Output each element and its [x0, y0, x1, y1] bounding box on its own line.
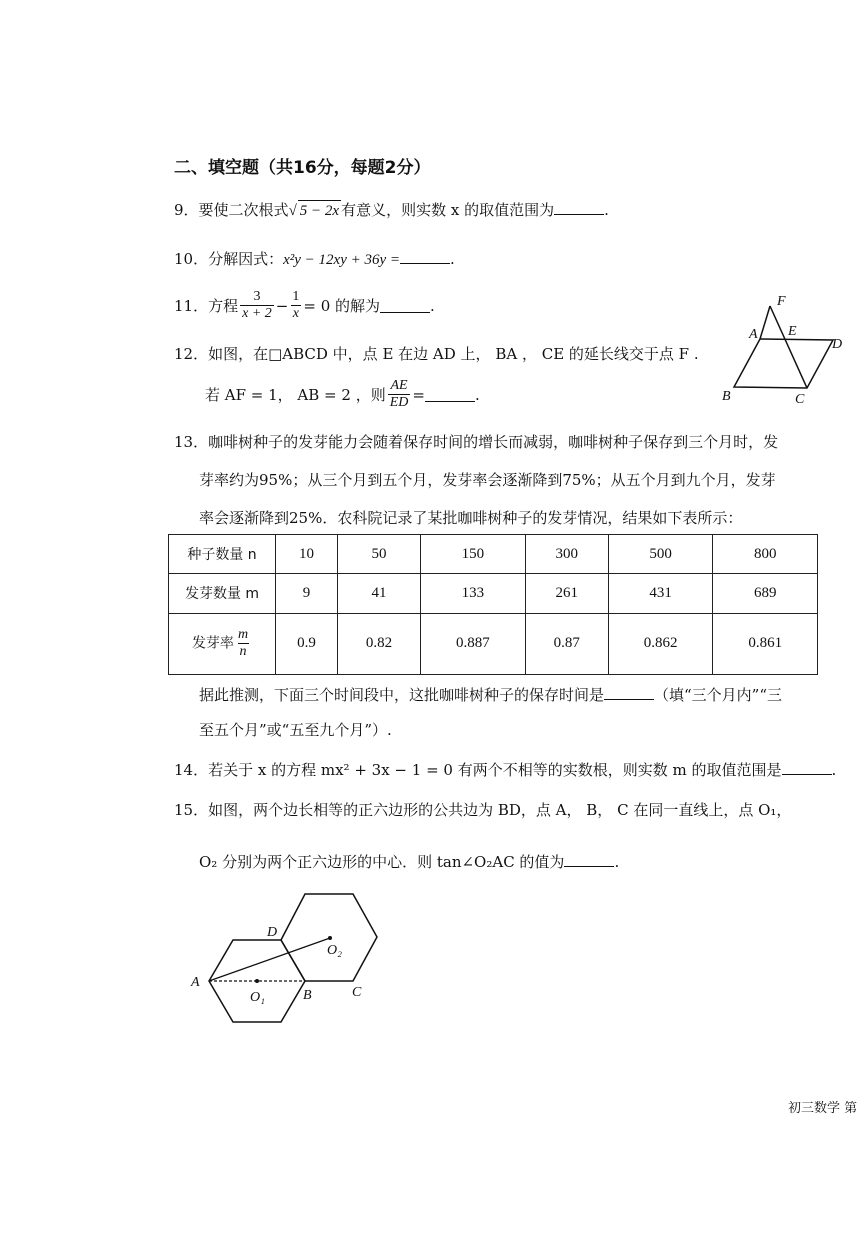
hexagons-figure [185, 880, 395, 1040]
table-cell: 0.82 [337, 613, 420, 674]
row-label-germination-rate: 发芽率 $\frac{m}{n}$ [169, 613, 276, 674]
q13-number: 13． [174, 433, 209, 451]
label-d: D [267, 925, 278, 940]
table-cell: 300 [525, 535, 608, 574]
label-b: B [303, 988, 312, 1003]
table-cell: 0.861 [713, 613, 818, 674]
q9-text-post: 有意义，则实数 x 的取值范围为 [341, 201, 555, 219]
q15-answer-blank[interactable] [564, 852, 614, 867]
q10-answer-blank[interactable] [400, 249, 450, 264]
table-cell: 500 [608, 535, 713, 574]
table-cell: 150 [421, 535, 526, 574]
q11-fraction-1: $\frac{3}{x + 2}$ [242, 289, 272, 321]
question-10: 10．分解因式：x²y − 12xy + 36y = . [174, 250, 455, 268]
rate-fraction: $\frac{m}{n}$ [237, 627, 249, 660]
table-cell: 431 [608, 574, 713, 613]
line-fc [770, 306, 807, 388]
table-cell: 0.887 [421, 613, 526, 674]
q9-number: 9． [174, 201, 199, 219]
label-o2: O₂ [327, 943, 342, 958]
question-13-after2: 至五个月”或“五至九个月”）. [199, 721, 392, 739]
question-12-line2: 若 AF = 1， AB = 2 ，则 $\frac{AE}{ED}$ = . [205, 378, 480, 410]
q11-text-pre: 方程 [208, 296, 239, 315]
label-o1: O₁ [250, 990, 265, 1005]
row-label-seed-count: 种子数量 n [169, 535, 276, 574]
question-13-line2: 芽率约为95%；从三个月到五个月，发芽率会逐渐降到75%；从五个月到九个月，发芽 [199, 471, 776, 489]
table-row [169, 535, 818, 574]
q15-number: 15． [174, 801, 209, 819]
question-15-line2: O₂ 分别为两个正六边形的中心．则 tan∠O₂AC 的值为 . [199, 853, 620, 871]
question-13-line3: 率会逐渐降到25%．农科院记录了某批咖啡树种子的发芽情况，结果如下表所示： [199, 509, 743, 527]
question-12-line1: 12．如图，在□ABCD 中，点 E 在边 AD 上， BA ， CE 的延长线交于点 F . [174, 345, 699, 363]
germination-table [168, 534, 818, 675]
q10-expression: x²y − 12xy + 36y = [283, 252, 401, 268]
question-11: 11． 方程 $\frac{3}{x + 2}$ − $\frac{1}{x}$ = 0 的解为 . [174, 289, 435, 321]
point-o1 [255, 979, 259, 983]
q9-answer-blank[interactable] [554, 200, 604, 215]
q10-text-pre: 分解因式： [208, 250, 284, 268]
table-cell: 0.87 [525, 613, 608, 674]
table-cell: 10 [276, 535, 338, 574]
q9-radicand: 5 − 2x [298, 200, 341, 221]
table-cell: 261 [525, 574, 608, 613]
q11-number: 11． [174, 296, 209, 315]
q11-text-eq: = 0 的解为 [303, 296, 381, 315]
label-e: E [788, 324, 797, 339]
label-d: D [832, 337, 843, 352]
point-o2 [328, 936, 332, 940]
q13-answer-blank[interactable] [604, 685, 654, 700]
q10-number: 10． [174, 250, 209, 268]
line-a-o2 [209, 938, 330, 981]
row-label-germinated-count: 发芽数量 m [169, 574, 276, 613]
q12-answer-blank[interactable] [425, 387, 475, 402]
parallelogram-figure [715, 290, 850, 410]
table-row [169, 613, 818, 674]
table-cell: 9 [276, 574, 338, 613]
question-14: 14．若关于 x 的方程 mx² + 3x − 1 = 0 有两个不相等的实数根，则实数 m 的取值范围是 . [174, 761, 837, 779]
q12-number: 12． [174, 345, 209, 363]
parallelogram-abcd [734, 339, 833, 388]
q14-answer-blank[interactable] [782, 760, 832, 775]
label-f: F [777, 294, 786, 309]
table-cell: 50 [337, 535, 420, 574]
label-a: A [191, 975, 200, 990]
page-footer: 初三数学 第 [788, 1101, 858, 1116]
table-cell: 800 [713, 535, 818, 574]
table-row [169, 574, 818, 613]
q9-text-pre: 要使二次根式 [198, 201, 289, 219]
q12-fraction: $\frac{AE}{ED}$ [389, 378, 409, 410]
q11-answer-blank[interactable] [380, 298, 430, 313]
table-cell: 689 [713, 574, 818, 613]
q14-number: 14． [174, 761, 209, 779]
line-af [760, 306, 770, 339]
question-15-line1: 15．如图，两个边长相等的正六边形的公共边为 BD，点 A， B， C 在同一直线上，点 O₁， [174, 801, 792, 819]
section-title: 二、填空题（共16分，每题2分） [174, 158, 431, 178]
table-cell: 0.862 [608, 613, 713, 674]
table-cell: 133 [421, 574, 526, 613]
question-9: 9．要使二次根式√ 5 − 2x 有意义，则实数 x 的取值范围为 . [174, 201, 609, 219]
label-a: A [749, 327, 758, 342]
question-13-after1: 据此推测，下面三个时间段中，这批咖啡树种子的保存时间是 （填“三个月内”“三 [199, 686, 783, 704]
q11-fraction-2: $\frac{1}{x}$ [292, 289, 300, 321]
label-b: B [722, 389, 731, 404]
table-cell: 0.9 [276, 613, 338, 674]
question-13-line1: 13．咖啡树种子的发芽能力会随着保存时间的增长而减弱，咖啡树种子保存到三个月时，发 [174, 433, 779, 451]
label-c: C [352, 985, 362, 1000]
table-cell: 41 [337, 574, 420, 613]
label-c: C [795, 392, 805, 407]
